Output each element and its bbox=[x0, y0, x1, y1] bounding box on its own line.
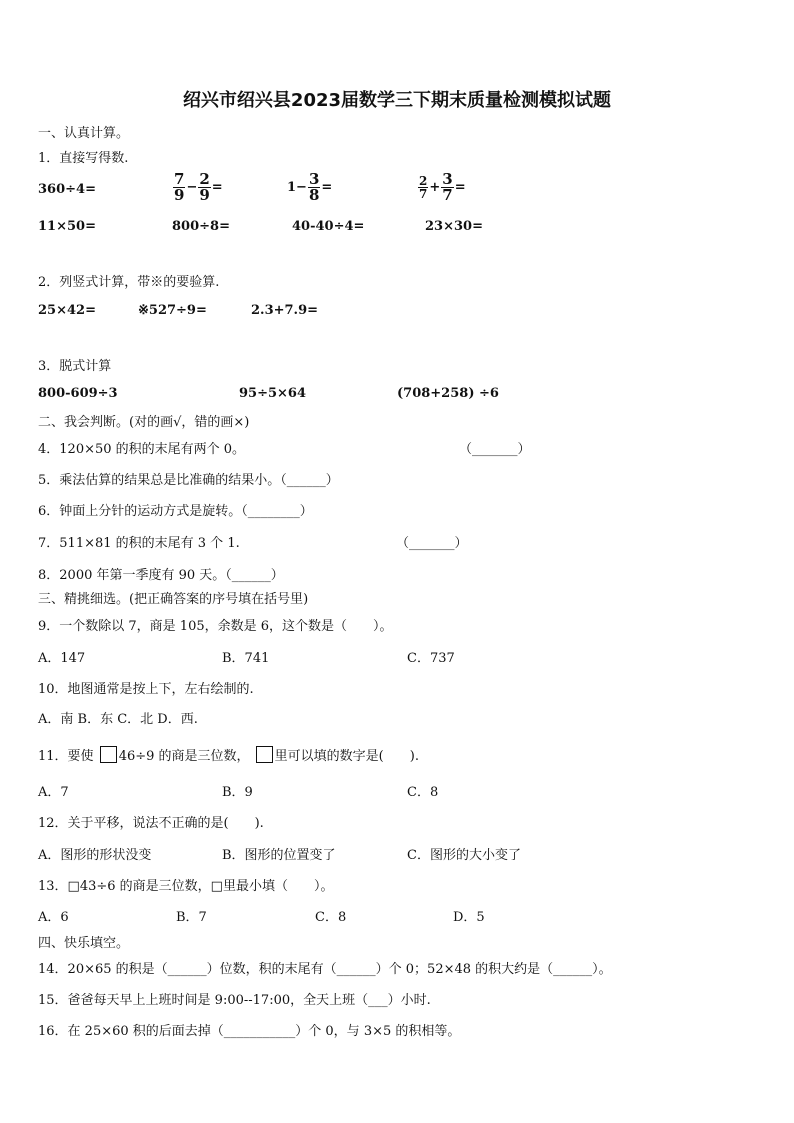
q1-item-h: 23×30= bbox=[425, 219, 483, 234]
q13-option-d[interactable]: D．5 bbox=[453, 910, 485, 925]
question-9: 9．一个数除以 7，商是 105，余数是 6，这个数是（ ）。 bbox=[38, 619, 393, 634]
q9-option-c[interactable]: C．737 bbox=[407, 651, 455, 666]
q7-answer-blank[interactable]: （_______） bbox=[396, 536, 468, 551]
q11-option-c[interactable]: C．8 bbox=[407, 785, 439, 800]
q3-item-a: 800-609÷3 bbox=[38, 386, 118, 401]
q11-text-end: 里可以填的数字是( ). bbox=[274, 749, 419, 764]
denominator: 7 bbox=[442, 186, 453, 204]
question-2: 2．列竖式计算，带※的要验算. bbox=[38, 275, 220, 290]
fraction bbox=[441, 172, 453, 203]
fraction bbox=[198, 172, 210, 203]
q2-item-a: 25×42= bbox=[38, 303, 96, 318]
question-10: 10．地图通常是按上下，左右绘制的. bbox=[38, 682, 254, 697]
answer-box-icon bbox=[100, 746, 117, 763]
q1-item-d bbox=[417, 172, 466, 203]
question-7: 7．511×81 的积的末尾有 3 个 1. bbox=[38, 536, 240, 551]
question-3: 3．脱式计算 bbox=[38, 359, 112, 374]
q2-item-c: 2.3+7.9= bbox=[251, 303, 319, 318]
fraction bbox=[173, 172, 185, 203]
q1-item-f: 800÷8= bbox=[172, 219, 230, 234]
q1-item-c bbox=[287, 172, 332, 203]
q11-text-mid: 46÷9 的商是三位数， bbox=[118, 749, 250, 764]
q12-option-a[interactable]: A．图形的形状没变 bbox=[38, 848, 152, 863]
q1-item-b bbox=[172, 172, 223, 203]
question-8: 8．2000 年第一季度有 90 天。（______） bbox=[38, 568, 284, 583]
question-15: 15．爸爸每天早上上班时间是 9:00--17:00，全天上班（___）小时. bbox=[38, 993, 431, 1008]
question-16: 16．在 25×60 积的后面去掉（___________）个 0，与 3×5 的积相等。 bbox=[38, 1024, 461, 1039]
q4-answer-blank[interactable]: （_______） bbox=[459, 442, 531, 457]
q13-option-b[interactable]: B．7 bbox=[176, 910, 207, 925]
q10-options[interactable]: A．南 B．东 C．北 D．西. bbox=[38, 712, 198, 727]
q13-option-c[interactable]: C．8 bbox=[315, 910, 347, 925]
q2-item-b: ※527÷9= bbox=[138, 303, 207, 318]
equals-sign: = bbox=[321, 180, 333, 195]
q3-item-c: (708+258) ÷6 bbox=[397, 386, 499, 401]
q11-option-a[interactable]: A．7 bbox=[38, 785, 69, 800]
question-11 bbox=[38, 745, 419, 764]
fraction bbox=[418, 175, 428, 200]
q9-option-a[interactable]: A．147 bbox=[38, 651, 86, 666]
equals-sign: = bbox=[211, 180, 223, 195]
expression-prefix: 1− bbox=[287, 180, 307, 195]
numerator: 7 bbox=[174, 170, 185, 188]
section-heading-3: 三、精挑细选。(把正确答案的序号填在括号里) bbox=[38, 592, 309, 607]
denominator: 9 bbox=[174, 186, 185, 204]
q1-item-a: 360÷4= bbox=[38, 182, 96, 197]
q3-item-b: 95÷5×64 bbox=[239, 386, 307, 401]
q1-item-e: 11×50= bbox=[38, 219, 96, 234]
q11-option-b[interactable]: B．9 bbox=[222, 785, 253, 800]
numerator: 3 bbox=[442, 170, 453, 188]
denominator: 9 bbox=[199, 186, 210, 204]
question-12: 12．关于平移，说法不正确的是( ). bbox=[38, 816, 264, 831]
section-heading-2: 二、我会判断。(对的画√，错的画×) bbox=[38, 415, 250, 430]
numerator: 2 bbox=[419, 174, 428, 188]
operator: − bbox=[186, 180, 198, 195]
denominator: 7 bbox=[419, 187, 428, 201]
question-5: 5．乘法估算的结果总是比准确的结果小。（______） bbox=[38, 473, 339, 488]
question-6: 6．钟面上分针的运动方式是旋转。（________） bbox=[38, 504, 313, 519]
operator: + bbox=[429, 180, 441, 195]
q9-option-b[interactable]: B．741 bbox=[222, 651, 270, 666]
question-13: 13．□43÷6 的商是三位数，□里最小填（ ）。 bbox=[38, 879, 334, 894]
q1-item-g: 40-40÷4= bbox=[292, 219, 365, 234]
question-4: 4．120×50 的积的末尾有两个 0。 bbox=[38, 442, 246, 457]
q13-option-a[interactable]: A．6 bbox=[38, 910, 69, 925]
q12-option-b[interactable]: B．图形的位置变了 bbox=[222, 848, 336, 863]
fraction bbox=[308, 172, 320, 203]
section-heading-4: 四、快乐填空。 bbox=[38, 936, 130, 951]
question-1: 1．直接写得数. bbox=[38, 151, 129, 166]
page-title: 绍兴市绍兴县2023届数学三下期末质量检测模拟试题 bbox=[182, 90, 612, 111]
section-heading-1: 一、认真计算。 bbox=[38, 126, 130, 141]
equals-sign: = bbox=[454, 180, 466, 195]
q12-option-c[interactable]: C．图形的大小变了 bbox=[407, 848, 521, 863]
denominator: 8 bbox=[308, 186, 320, 204]
numerator: 3 bbox=[308, 170, 320, 188]
q11-text-start: 11．要使 bbox=[38, 749, 94, 764]
numerator: 2 bbox=[199, 170, 210, 188]
answer-box-icon bbox=[256, 746, 273, 763]
question-14: 14．20×65 的积是（______）位数，积的末尾有（______）个 0；52×48 的积大约是（______）。 bbox=[38, 962, 612, 977]
